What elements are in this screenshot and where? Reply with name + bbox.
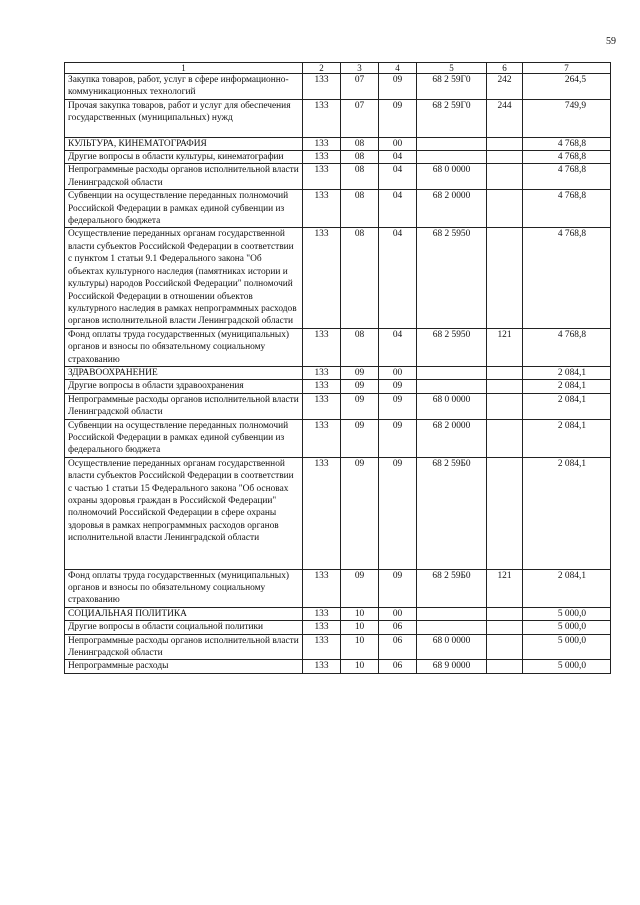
row-amount-cell [523,164,611,190]
row-name-cell-text: Субвенции на осуществление переданных полномочий Российской Федерации в рамках единой субвенции из федерального бюджета [68,191,289,227]
row-section-cell [341,228,379,328]
table-row [65,660,611,673]
row-amount-cell-text: 4 768,8 [557,152,586,163]
row-code-cell-text: 133 [314,608,329,619]
row-amount-cell-text: 5 000,0 [557,622,586,633]
row-amount-cell [523,419,611,457]
row-subsection-cell [379,151,417,164]
row-expense-type-cell [487,328,523,366]
row-name-cell [65,151,303,164]
row-expense-type-cell [487,190,523,228]
row-amount-cell [523,634,611,660]
row-code-cell [303,328,341,366]
row-target-cell [417,569,487,607]
row-expense-type-cell [487,457,523,569]
row-target-cell-text: 68 2 59Г0 [432,75,471,85]
row-code-cell-text: 133 [314,75,329,85]
row-amount-cell-text: 5 000,0 [557,608,586,619]
row-subsection-cell [379,74,417,100]
row-code-cell [303,190,341,228]
row-name-cell-text: Прочая закупка товаров, работ и услуг для обеспечения государственных (муниципальных) нужд [68,100,291,124]
row-code-cell [303,660,341,673]
row-section-cell-text: 10 [354,635,365,646]
row-name-cell [65,419,303,457]
row-expense-type-cell [487,607,523,620]
row-subsection-cell-text: 04 [392,165,403,176]
row-name-cell [65,393,303,419]
row-name-cell-text: Непрограммные расходы органов исполнительной власти Ленинградской области [68,165,299,188]
row-name-cell [65,228,303,328]
row-amount-cell-text: 749,9 [564,100,586,111]
row-code-cell [303,380,341,393]
row-subsection-cell [379,634,417,660]
row-section-cell-text: 09 [354,570,365,581]
row-subsection-cell-text: 04 [392,191,403,202]
row-subsection-cell [379,164,417,190]
row-name-cell-text: Фонд оплаты труда государственных (муниципальных) органов и взносы по обязательному социальному страхованию [68,570,290,606]
row-expense-type-cell-text: 242 [497,75,512,85]
row-subsection-cell-text: 04 [392,229,403,240]
row-expense-type-cell [487,660,523,673]
row-code-cell-text: 133 [314,191,329,202]
header-cell: 1 [65,63,303,74]
row-expense-type-cell [487,419,523,457]
row-target-cell [417,621,487,634]
row-target-cell-text: 68 2 5950 [432,229,471,240]
row-section-cell [341,393,379,419]
row-subsection-cell [379,137,417,150]
row-subsection-cell-text: 09 [392,381,403,392]
row-name-cell-text: Другие вопросы в области культуры, кинематографии [68,152,284,163]
row-name-cell-text: Непрограммные расходы органов исполнительной власти Ленинградской области [68,635,299,659]
row-target-cell [417,228,487,328]
row-code-cell-text: 133 [314,329,329,340]
row-name-cell [65,634,303,660]
row-code-cell [303,457,341,569]
row-name-cell [65,137,303,150]
row-subsection-cell-text: 00 [392,608,403,619]
row-target-cell [417,380,487,393]
row-subsection-cell [379,393,417,419]
row-name-cell [65,569,303,607]
row-amount-cell [523,151,611,164]
row-amount-cell-text: 2 084,1 [557,367,586,378]
row-subsection-cell-text: 04 [392,152,403,163]
row-subsection-cell-text: 09 [392,420,403,431]
row-subsection-cell-text: 09 [392,394,403,405]
table-header-row [65,63,611,74]
row-code-cell [303,393,341,419]
row-subsection-cell [379,366,417,379]
row-section-cell-text: 08 [354,165,365,176]
row-code-cell-text: 133 [314,570,329,581]
table-row [65,190,611,228]
row-subsection-cell-text: 06 [392,661,403,672]
row-subsection-cell-text: 09 [392,458,403,469]
row-subsection-cell [379,419,417,457]
row-name-cell [65,607,303,620]
row-target-cell-text: 68 9 0000 [432,661,471,672]
row-subsection-cell [379,99,417,137]
row-section-cell [341,621,379,634]
row-target-cell [417,607,487,620]
row-target-cell [417,393,487,419]
row-name-cell-text: КУЛЬТУРА, КИНЕМАТОГРАФИЯ [68,138,207,149]
row-subsection-cell [379,228,417,328]
row-name-cell [65,190,303,228]
row-target-cell [417,366,487,379]
row-section-cell-text: 07 [354,100,365,111]
table-row [65,393,611,419]
row-target-cell [417,634,487,660]
row-name-cell-text: Субвенции на осуществление переданных полномочий Российской Федерации в рамках единой субвенции из федерального бюджета [68,420,289,456]
row-code-cell-text: 133 [314,229,329,240]
row-name-cell [65,621,303,634]
row-section-cell-text: 08 [354,152,365,163]
row-section-cell-text: 10 [354,622,365,633]
table-row [65,228,611,328]
row-section-cell [341,660,379,673]
row-expense-type-cell [487,74,523,100]
row-amount-cell-text: 4 768,8 [557,165,586,176]
row-code-cell-text: 133 [314,381,329,392]
table-row [65,569,611,607]
row-target-cell [417,151,487,164]
row-section-cell-text: 10 [354,608,365,619]
row-code-cell [303,634,341,660]
row-section-cell [341,74,379,100]
row-expense-type-cell [487,137,523,150]
page-number: 59 [606,36,616,47]
row-section-cell-text: 08 [354,138,365,149]
row-section-cell [341,366,379,379]
row-amount-cell-text: 4 768,8 [557,191,586,202]
row-code-cell-text: 133 [314,152,329,163]
row-code-cell [303,151,341,164]
row-target-cell-text: 68 2 59Б0 [432,458,471,469]
row-amount-cell-text: 4 768,8 [557,329,586,340]
row-section-cell [341,99,379,137]
row-amount-cell [523,380,611,393]
row-target-cell-text: 68 0 0000 [432,394,471,405]
row-expense-type-cell [487,164,523,190]
row-amount-cell [523,190,611,228]
row-section-cell-text: 08 [354,191,365,202]
row-code-cell-text: 133 [314,394,329,405]
row-amount-cell-text: 5 000,0 [557,661,586,672]
row-name-cell [65,99,303,137]
row-expense-type-cell-text: 244 [497,100,512,111]
row-amount-cell [523,74,611,100]
row-code-cell-text: 133 [314,458,329,469]
header-cell: 2 [303,63,341,74]
row-section-cell [341,569,379,607]
row-section-cell [341,190,379,228]
row-amount-cell [523,366,611,379]
row-expense-type-cell [487,569,523,607]
row-name-cell-text: Осуществление переданных органам государственной власти субъектов Российской Федерации в соответствии с частью 1 статьи 15 Федерального закона "Об основах охраны здоровья граждан в Российской Федерации" полномочий Российской Федерации в сфере охраны здоровья в рамках непрограммных расходов органов исполнительной власти Ленинградской области [68,458,294,544]
row-amount-cell-text: 5 000,0 [557,635,586,646]
row-amount-cell [523,228,611,328]
row-name-cell-text: Другие вопросы в области социальной политики [68,622,264,633]
row-spacer [68,545,299,569]
row-target-cell-text: 68 2 59Б0 [432,570,471,581]
row-amount-cell [523,457,611,569]
row-amount-cell [523,569,611,607]
row-subsection-cell-text: 09 [392,100,403,111]
row-code-cell [303,366,341,379]
row-target-cell-text: 68 2 0000 [432,191,471,202]
header-cell: 3 [341,63,379,74]
row-subsection-cell [379,607,417,620]
row-target-cell [417,164,487,190]
table-row [65,328,611,366]
row-subsection-cell-text: 09 [392,570,403,581]
header-cell: 6 [487,63,523,74]
row-section-cell-text: 10 [354,661,365,672]
row-code-cell-text: 133 [314,661,329,672]
row-amount-cell [523,660,611,673]
row-name-cell [65,380,303,393]
row-amount-cell-text: 2 084,1 [557,458,586,469]
row-target-cell [417,74,487,100]
row-subsection-cell [379,621,417,634]
row-amount-cell-text: 264,5 [564,75,586,85]
row-amount-cell-text: 4 768,8 [557,138,586,149]
row-subsection-cell-text: 06 [392,635,403,646]
row-subsection-cell-text: 00 [392,367,403,378]
row-section-cell [341,634,379,660]
row-section-cell-text: 08 [354,229,365,240]
row-code-cell [303,164,341,190]
row-subsection-cell [379,380,417,393]
header-cell: 5 [417,63,487,74]
table-row [65,99,611,137]
row-subsection-cell [379,569,417,607]
row-code-cell [303,419,341,457]
header-cell: 4 [379,63,417,74]
row-expense-type-cell [487,393,523,419]
row-amount-cell-text: 4 768,8 [557,229,586,240]
table-row [65,164,611,190]
row-name-cell-text: Непрограммные расходы [68,661,169,672]
row-section-cell-text: 09 [354,394,365,405]
row-amount-cell-text: 2 084,1 [557,570,586,581]
budget-table [64,62,611,674]
row-code-cell-text: 133 [314,165,329,176]
row-section-cell [341,328,379,366]
row-name-cell-text: СОЦИАЛЬНАЯ ПОЛИТИКА [68,608,187,619]
row-code-cell-text: 133 [314,100,329,111]
table-row [65,621,611,634]
table-row [65,151,611,164]
row-name-cell [65,457,303,569]
row-target-cell [417,137,487,150]
row-target-cell [417,660,487,673]
row-expense-type-cell [487,634,523,660]
row-name-cell [65,328,303,366]
row-subsection-cell-text: 06 [392,622,403,633]
row-section-cell-text: 08 [354,329,365,340]
row-section-cell [341,137,379,150]
row-code-cell [303,74,341,100]
row-code-cell-text: 133 [314,420,329,431]
row-target-cell [417,457,487,569]
row-subsection-cell [379,660,417,673]
row-expense-type-cell [487,380,523,393]
row-subsection-cell [379,457,417,569]
row-target-cell [417,419,487,457]
row-name-cell-text: Другие вопросы в области здравоохранения [68,381,244,392]
row-amount-cell [523,393,611,419]
row-target-cell-text: 68 2 59Г0 [432,100,471,111]
row-expense-type-cell-text: 121 [497,329,512,340]
table-row [65,366,611,379]
row-section-cell-text: 09 [354,367,365,378]
row-subsection-cell-text: 04 [392,329,403,340]
row-section-cell [341,164,379,190]
row-code-cell [303,607,341,620]
row-expense-type-cell-text: 121 [497,570,512,581]
table-row [65,457,611,569]
table-row [65,634,611,660]
row-section-cell-text: 09 [354,381,365,392]
row-code-cell-text: 133 [314,367,329,378]
row-target-cell-text: 68 0 0000 [432,635,471,646]
row-amount-cell [523,328,611,366]
table-row [65,137,611,150]
row-expense-type-cell [487,366,523,379]
row-subsection-cell-text: 09 [392,75,403,85]
table-row [65,74,611,100]
row-name-cell-text: Закупка товаров, работ, услуг в сфере информационно-коммуникационных технологий [68,75,289,98]
row-expense-type-cell [487,151,523,164]
row-section-cell-text: 09 [354,420,365,431]
row-section-cell [341,151,379,164]
row-expense-type-cell [487,99,523,137]
row-target-cell-text: 68 2 5950 [432,329,471,340]
table-row [65,419,611,457]
row-target-cell [417,99,487,137]
row-name-cell-text: Непрограммные расходы органов исполнительной власти Ленинградской области [68,394,299,418]
row-amount-cell [523,137,611,150]
row-section-cell [341,419,379,457]
header-cell: 7 [523,63,611,74]
table-row [65,380,611,393]
row-section-cell-text: 07 [354,75,365,85]
row-name-cell [65,366,303,379]
row-section-cell [341,607,379,620]
row-subsection-cell-text: 00 [392,138,403,149]
row-code-cell-text: 133 [314,622,329,633]
row-code-cell [303,621,341,634]
row-subsection-cell [379,190,417,228]
table-row [65,607,611,620]
row-code-cell-text: 133 [314,138,329,149]
row-spacer [68,125,299,137]
row-amount-cell [523,99,611,137]
row-target-cell [417,328,487,366]
row-name-cell-text: Осуществление переданных органам государственной власти субъектов Российской Федерации в соответствии с пунктом 1 статьи 9.1 Федерального закона "Об объектах культурного наследия (памятниках истории и культуры) народов Российской Федерации" полномочий Российской Федерации в отношении объектов культурного наследия в рамках непрограммных расходов органов исполнительной власти Ленинградской области [68,229,297,327]
row-subsection-cell [379,328,417,366]
row-code-cell [303,137,341,150]
row-section-cell-text: 09 [354,458,365,469]
row-code-cell-text: 133 [314,635,329,646]
row-section-cell [341,380,379,393]
row-name-cell [65,660,303,673]
row-code-cell [303,569,341,607]
row-name-cell [65,74,303,100]
row-amount-cell [523,621,611,634]
row-amount-cell-text: 2 084,1 [557,394,586,405]
row-name-cell [65,164,303,190]
row-section-cell [341,457,379,569]
row-code-cell [303,99,341,137]
row-name-cell-text: ЗДРАВООХРАНЕНИЕ [68,367,158,378]
row-amount-cell-text: 2 084,1 [557,420,586,431]
row-target-cell-text: 68 2 0000 [432,420,471,431]
row-amount-cell [523,607,611,620]
row-expense-type-cell [487,228,523,328]
row-amount-cell-text: 2 084,1 [557,381,586,392]
row-code-cell [303,228,341,328]
row-target-cell [417,190,487,228]
row-target-cell-text: 68 0 0000 [432,165,471,176]
row-expense-type-cell [487,621,523,634]
row-name-cell-text: Фонд оплаты труда государственных (муниципальных) органов и взносы по обязательному социальному страхованию [68,329,290,365]
